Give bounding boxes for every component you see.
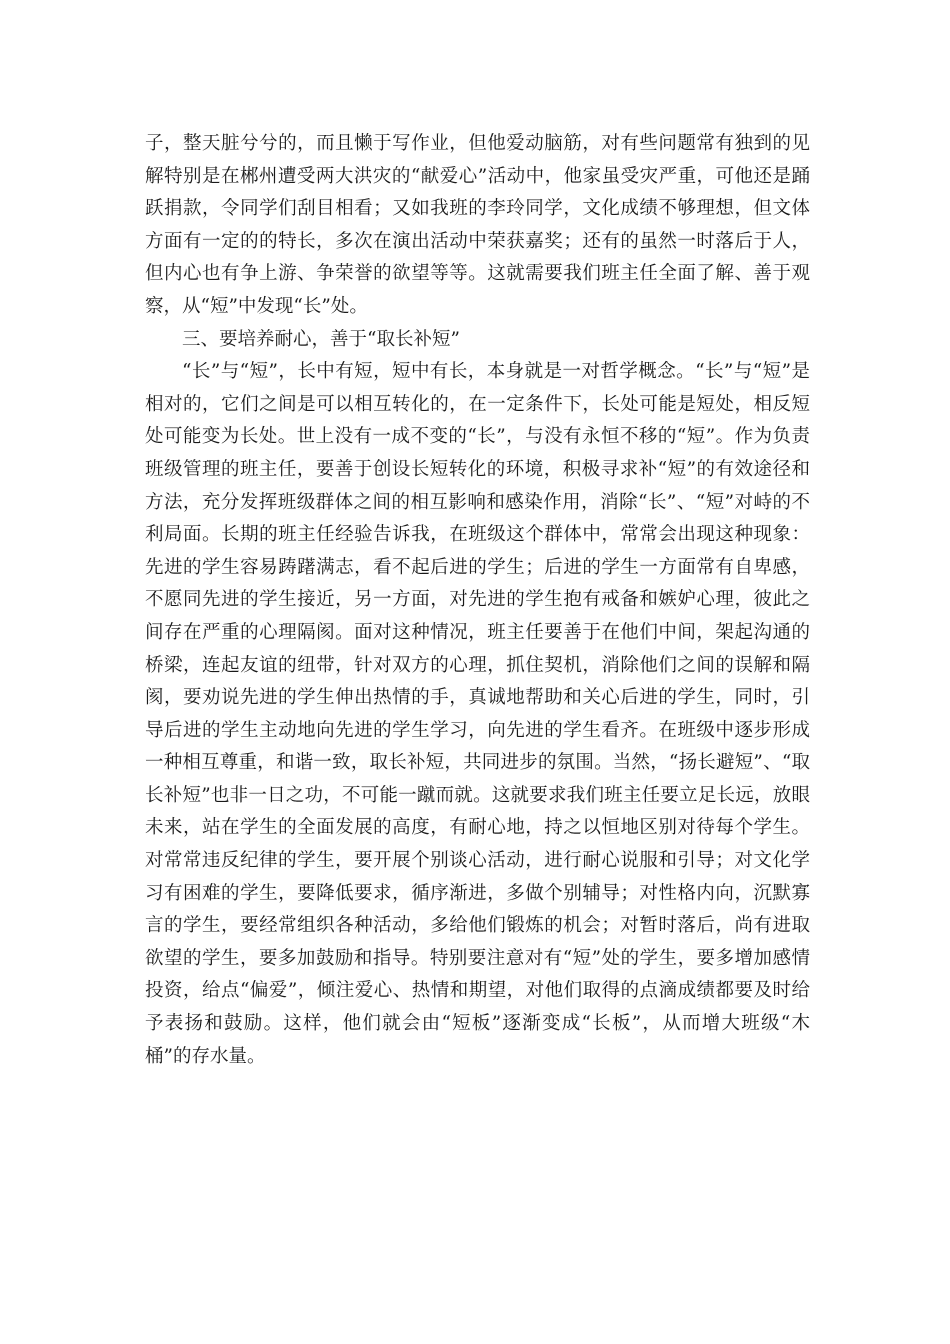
paragraph-continued: 子，整天脏兮兮的，而且懒于写作业，但他爱动脑筋，对有些问题常有独到的见解特别是在郴州遭受两大洪灾的“献爱心”活动中，他家虽受灾严重，可他还是踊跃捐款，令同学们刮目相看；又如我班的李玲同学，文化成绩不够理想，但文体方面有一定的的特长，多次在演出活动中荣获嘉奖；还有的虽然一时落后于人，但内心也有争上游、争荣誉的欲望等等。这就需要我们班主任全面了解、善于观察，从“短”中发现“长”处。	[145, 133, 810, 317]
paragraph-section-3: “长”与“短”，长中有短，短中有长，本身就是一对哲学概念。“长”与“短”是相对的，它们之间是可以相互转化的，在一定条件下，长处可能是短处，相反短处可能变为长处。世上没有一成不变的“长”，与没有永恒不移的“短”。作为负责班级管理的班主任，要善于创设长短转化的环境，积极寻求补“短”的有效途径和方法，充分发挥班级群体之间的相互影响和感染作用，消除“长”、“短”对峙的不利局面。长期的班主任经验告诉我，在班级这个群体中，常常会出现这种现象：先进的学生容易踌躇满志，看不起后进的学生；后进的学生一方面常有自卑感，不愿同先进的学生接近，另一方面，对先进的学生抱有戒备和嫉妒心理，彼此之间存在严重的心理隔阂。面对这种情况，班主任要善于在他们中间，架起沟通的桥梁，连起友谊的纽带，针对双方的心理，抓住契机，消除他们之间的误解和隔阂，要劝说先进的学生伸出热情的手，真诚地帮助和关心后进的学生，同时，引导后进的学生主动地向先进的学生学习，向先进的学生看齐。在班级中逐步形成一种相互尊重，和谐一致，取长补短，共同进步的氛围。当然，“扬长避短”、“取长补短”也非一日之功，不可能一蹴而就。这就要求我们班主任要立足长远，放眼未来，站在学生的全面发展的高度，有耐心地，持之以恒地区别对待每个学生。对常常违反纪律的学生，要开展个别谈心活动，进行耐心说服和引导；对文化学习有困难的学生，要降低要求，循序渐进，多做个别辅导；对性格内向，沉默寡言的学生，要经常组织各种活动，多给他们锻炼的机会；对暂时落后，尚有进取欲望的学生，要多加鼓励和指导。特别要注意对有“短”处的学生，要多增加感情投资，给点“偏爱”，倾注爱心、热情和期望，对他们取得的点滴成绩都要及时给予表扬和鼓励。这样，他们就会由“短板”逐渐变成“长板”，从而增大班级“木桶”的存水量。	[145, 361, 810, 1067]
body-text	[145, 128, 810, 1073]
section-heading-3: 三、要培养耐心，善于“取长补短”	[182, 328, 460, 350]
